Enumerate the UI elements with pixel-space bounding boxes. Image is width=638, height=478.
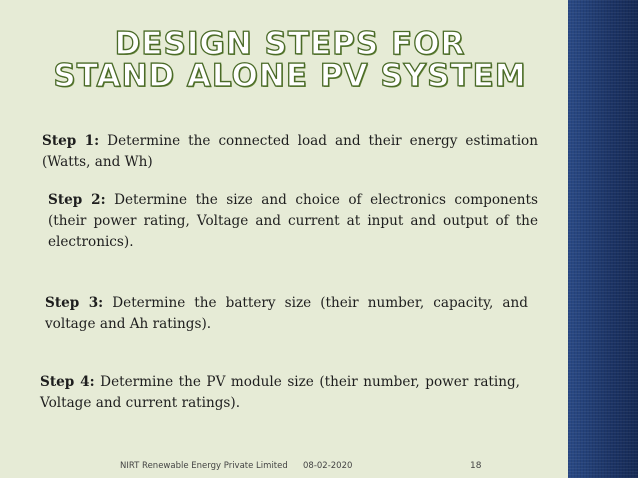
step-4 (40, 372, 520, 414)
title-line-2: STAND ALONE PV SYSTEM (53, 58, 527, 94)
slide-title (40, 28, 540, 92)
step-3 (45, 293, 528, 335)
footer-date: 08-02-2020 (303, 461, 353, 471)
step-2-text: Determine the size and choice of electronics components (their power rating, Voltage and current at input and output of the electronics). (48, 192, 538, 250)
step-1-text: Determine the connected load and their energy estimation (Watts, and Wh) (42, 133, 538, 170)
decorative-side-band (568, 0, 638, 478)
step-2 (48, 190, 538, 253)
step-1-label: Step 1: (42, 133, 100, 149)
step-1 (42, 131, 538, 173)
step-4-text: Determine the PV module size (their number, power rating, Voltage and current ratings). (40, 374, 521, 411)
step-3-text: Determine the battery size (their number, capacity, and voltage and Ah ratings). (45, 295, 528, 332)
step-2-label: Step 2: (48, 192, 106, 208)
step-3-label: Step 3: (45, 295, 104, 311)
step-4-label: Step 4: (40, 374, 95, 390)
footer-page-number: 18 (470, 461, 482, 471)
title-line-1: DESIGN STEPS FOR (114, 26, 466, 62)
footer-company: NIRT Renewable Energy Private Limited (120, 461, 288, 471)
